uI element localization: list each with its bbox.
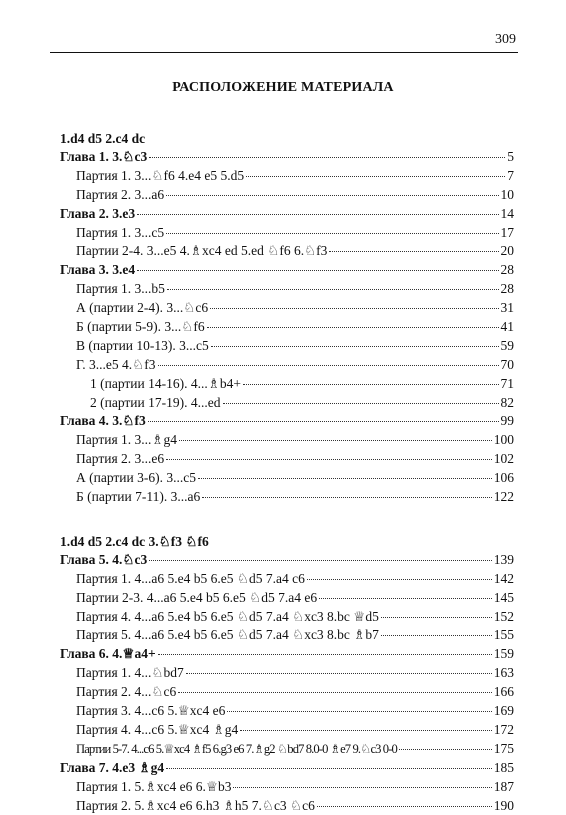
toc-entry-row[interactable]: [60, 299, 514, 318]
toc-entry-row[interactable]: [60, 375, 514, 394]
dot-leader: [227, 711, 491, 712]
dot-leader: [158, 654, 492, 655]
dot-leader: [381, 617, 492, 618]
toc-entry-label: Глава 6. 4.♕a4+: [60, 645, 156, 664]
toc-page-number: 28: [501, 280, 515, 299]
dot-leader: [317, 806, 492, 807]
dot-leader: [158, 365, 499, 366]
toc-page-number: 7: [507, 167, 514, 186]
toc-chapter-row[interactable]: [60, 261, 514, 280]
dot-leader: [179, 440, 492, 441]
toc-page-number: 190: [494, 797, 514, 815]
toc-page-number: 14: [501, 205, 515, 224]
page-number: 309: [495, 32, 516, 48]
toc-entry-label: Партия 1. 5.♗xc4 e6 6.♕b3: [60, 778, 231, 797]
section-gap: [60, 507, 514, 533]
dot-leader: [399, 749, 492, 750]
toc-page-number: 71: [501, 375, 515, 394]
toc-chapter-row[interactable]: [60, 412, 514, 431]
toc-page-number: 142: [494, 570, 514, 589]
dot-leader: [329, 251, 498, 252]
dot-leader: [167, 289, 499, 290]
toc-entry-label: Б (партии 7-11). 3...a6: [60, 488, 200, 507]
toc-entry-label: Глава 1. 3.♘c3: [60, 148, 147, 167]
toc-entry-row[interactable]: [60, 608, 514, 627]
toc-page-number: 31: [501, 299, 515, 318]
toc-entry-label: Партия 2. 5.♗xc4 e6 6.h3 ♗h5 7.♘c3 ♘c6: [60, 797, 315, 815]
dot-leader: [166, 459, 492, 460]
toc-page-number: 187: [494, 778, 514, 797]
toc-chapter-row[interactable]: [60, 645, 514, 664]
toc-entry-label: А (партии 3-6). 3...c5: [60, 469, 196, 488]
toc-entry-label: Б (партии 5-9). 3...♘f6: [60, 318, 205, 337]
toc-page-number: 166: [494, 683, 514, 702]
toc-chapter-row[interactable]: [60, 205, 514, 224]
toc-page-number: 70: [501, 356, 515, 375]
dot-leader: [240, 730, 492, 731]
dot-leader: [210, 308, 498, 309]
toc-page-number: 139: [494, 551, 514, 570]
section-header: 1.d4 d5 2.c4 dc: [60, 130, 514, 148]
toc-entry-label: 2 (партии 17-19). 4...ed: [60, 394, 221, 413]
toc-entry-row[interactable]: [60, 242, 514, 261]
toc-page-number: 163: [494, 664, 514, 683]
dot-leader: [307, 579, 492, 580]
toc-chapter-row[interactable]: [60, 551, 514, 570]
toc-entry-label: Глава 5. 4.♘c3: [60, 551, 147, 570]
dot-leader: [246, 176, 505, 177]
toc-entry-label: Партия 1. 4...a6 5.e4 b5 6.e5 ♘d5 7.a4 c6: [60, 570, 305, 589]
toc-page-number: 159: [494, 645, 514, 664]
toc-entry-row[interactable]: [60, 626, 514, 645]
toc-entry-row[interactable]: [60, 224, 514, 243]
page-title: РАСПОЛОЖЕНИЕ МАТЕРИАЛА: [0, 80, 566, 96]
toc-page-number: 5: [507, 148, 514, 167]
dot-leader: [149, 560, 491, 561]
toc-entry-label: 1 (партии 14-16). 4...♗b4+: [60, 375, 241, 394]
toc-entry-label: Г. 3...e5 4.♘f3: [60, 356, 156, 375]
toc-entry-row[interactable]: [60, 318, 514, 337]
toc-chapter-row[interactable]: [60, 759, 514, 778]
toc-entry-row[interactable]: [60, 740, 514, 759]
toc-chapter-row[interactable]: [60, 148, 514, 167]
toc-page-number: 172: [494, 721, 514, 740]
dot-leader: [202, 497, 492, 498]
dot-leader: [166, 195, 498, 196]
dot-leader: [186, 673, 492, 674]
dot-leader: [148, 421, 499, 422]
toc-entry-label: Партия 5. 4...a6 5.e4 b5 6.e5 ♘d5 7.a4 ♘xc3 8.bc ♗b7: [60, 626, 379, 645]
toc-entry-label: А (партии 2-4). 3...♘c6: [60, 299, 208, 318]
toc-entry-label: Партии 2-3. 4...a6 5.e4 b5 6.e5 ♘d5 7.a4 e6: [60, 589, 317, 608]
toc-entry-row[interactable]: [60, 186, 514, 205]
dot-leader: [223, 403, 499, 404]
toc-page-number: 122: [494, 488, 514, 507]
toc-entry-row[interactable]: [60, 431, 514, 450]
toc-page-number: 169: [494, 702, 514, 721]
dot-leader: [211, 346, 499, 347]
toc-page-number: 17: [501, 224, 515, 243]
toc-entry-row[interactable]: [60, 280, 514, 299]
toc-entry-label: Партия 1. 3...b5: [60, 280, 165, 299]
toc-entry-label: Партии 2-4. 3...e5 4.♗xc4 ed 5.ed ♘f6 6.♘f3: [60, 242, 327, 261]
toc-entry-row[interactable]: [60, 702, 514, 721]
toc-entry-row[interactable]: [60, 450, 514, 469]
toc-page-number: 82: [501, 394, 515, 413]
toc-page-number: 175: [494, 740, 514, 759]
toc-page-number: 155: [494, 626, 514, 645]
dot-leader: [233, 787, 491, 788]
toc-entry-label: Глава 3. 3.e4: [60, 261, 135, 280]
toc-entry-label: Партия 2. 3...a6: [60, 186, 164, 205]
toc-entry-label: Глава 2. 3.e3: [60, 205, 135, 224]
toc-entry-label: Партия 1. 4...♘bd7: [60, 664, 184, 683]
toc-entry-label: Глава 7. 4.e3 ♗g4: [60, 759, 164, 778]
toc-page-number: 185: [494, 759, 514, 778]
dot-leader: [381, 635, 492, 636]
toc-entry-row[interactable]: [60, 664, 514, 683]
toc-entry-row[interactable]: [60, 721, 514, 740]
toc-entry-row[interactable]: [60, 167, 514, 186]
toc-entry-row[interactable]: [60, 570, 514, 589]
dot-leader: [198, 478, 492, 479]
toc-page-number: 59: [501, 337, 515, 356]
toc-page-number: 106: [494, 469, 514, 488]
section-header: 1.d4 d5 2.c4 dc 3.♘f3 ♘f6: [60, 533, 514, 551]
toc-entry-row[interactable]: [60, 797, 514, 815]
toc-entry-label: Партия 2. 4...♘c6: [60, 683, 176, 702]
toc-page-number: 145: [494, 589, 514, 608]
toc-entry-label: Глава 4. 3.♘f3: [60, 412, 146, 431]
toc-entry-label: Партия 4. 4...a6 5.e4 b5 6.e5 ♘d5 7.a4 ♘xc3 8.bc ♕d5: [60, 608, 379, 627]
toc-page-number: 10: [501, 186, 515, 205]
dot-leader: [178, 692, 492, 693]
dot-leader: [137, 270, 498, 271]
toc-entry-row[interactable]: [60, 589, 514, 608]
toc-entry-row[interactable]: [60, 683, 514, 702]
toc-page-number: 20: [501, 242, 515, 261]
dot-leader: [166, 233, 498, 234]
toc-page-number: 28: [501, 261, 515, 280]
toc-entry-label: Партии 5-7. 4...c6 5.♕xc4 ♗f5 6.g3 e6 7.♗g2 ♘bd7 8.0-0 ♗e7 9.♘c3 0-0: [60, 740, 397, 759]
toc-entry-label: Партия 1. 3...♗g4: [60, 431, 177, 450]
toc-entry-label: В (партии 10-13). 3...c5: [60, 337, 209, 356]
dot-leader: [243, 384, 499, 385]
toc-page-number: 99: [501, 412, 515, 431]
toc-entry-row[interactable]: [60, 778, 514, 797]
toc-page-number: 41: [501, 318, 515, 337]
dot-leader: [137, 214, 498, 215]
dot-leader: [207, 327, 499, 328]
toc-entry-label: Партия 1. 3...c5: [60, 224, 164, 243]
toc-entry-label: Партия 2. 3...e6: [60, 450, 164, 469]
toc-page-number: 152: [494, 608, 514, 627]
toc-entry-label: Партия 4. 4...c6 5.♕xc4 ♗g4: [60, 721, 238, 740]
dot-leader: [149, 157, 505, 158]
dot-leader: [166, 768, 492, 769]
toc-entry-row[interactable]: [60, 488, 514, 507]
toc-page-number: 102: [494, 450, 514, 469]
toc-entry-row[interactable]: [60, 469, 514, 488]
toc-entry-label: Партия 1. 3...♘f6 4.e4 e5 5.d5: [60, 167, 244, 186]
toc-entry-label: Партия 3. 4...c6 5.♕xc4 e6: [60, 702, 225, 721]
toc-entry-row[interactable]: [60, 394, 514, 413]
dot-leader: [319, 598, 492, 599]
table-of-contents: [60, 130, 514, 815]
toc-entry-row[interactable]: [60, 356, 514, 375]
toc-page-number: 100: [494, 431, 514, 450]
toc-entry-row[interactable]: [60, 337, 514, 356]
header-rule: [50, 52, 518, 53]
